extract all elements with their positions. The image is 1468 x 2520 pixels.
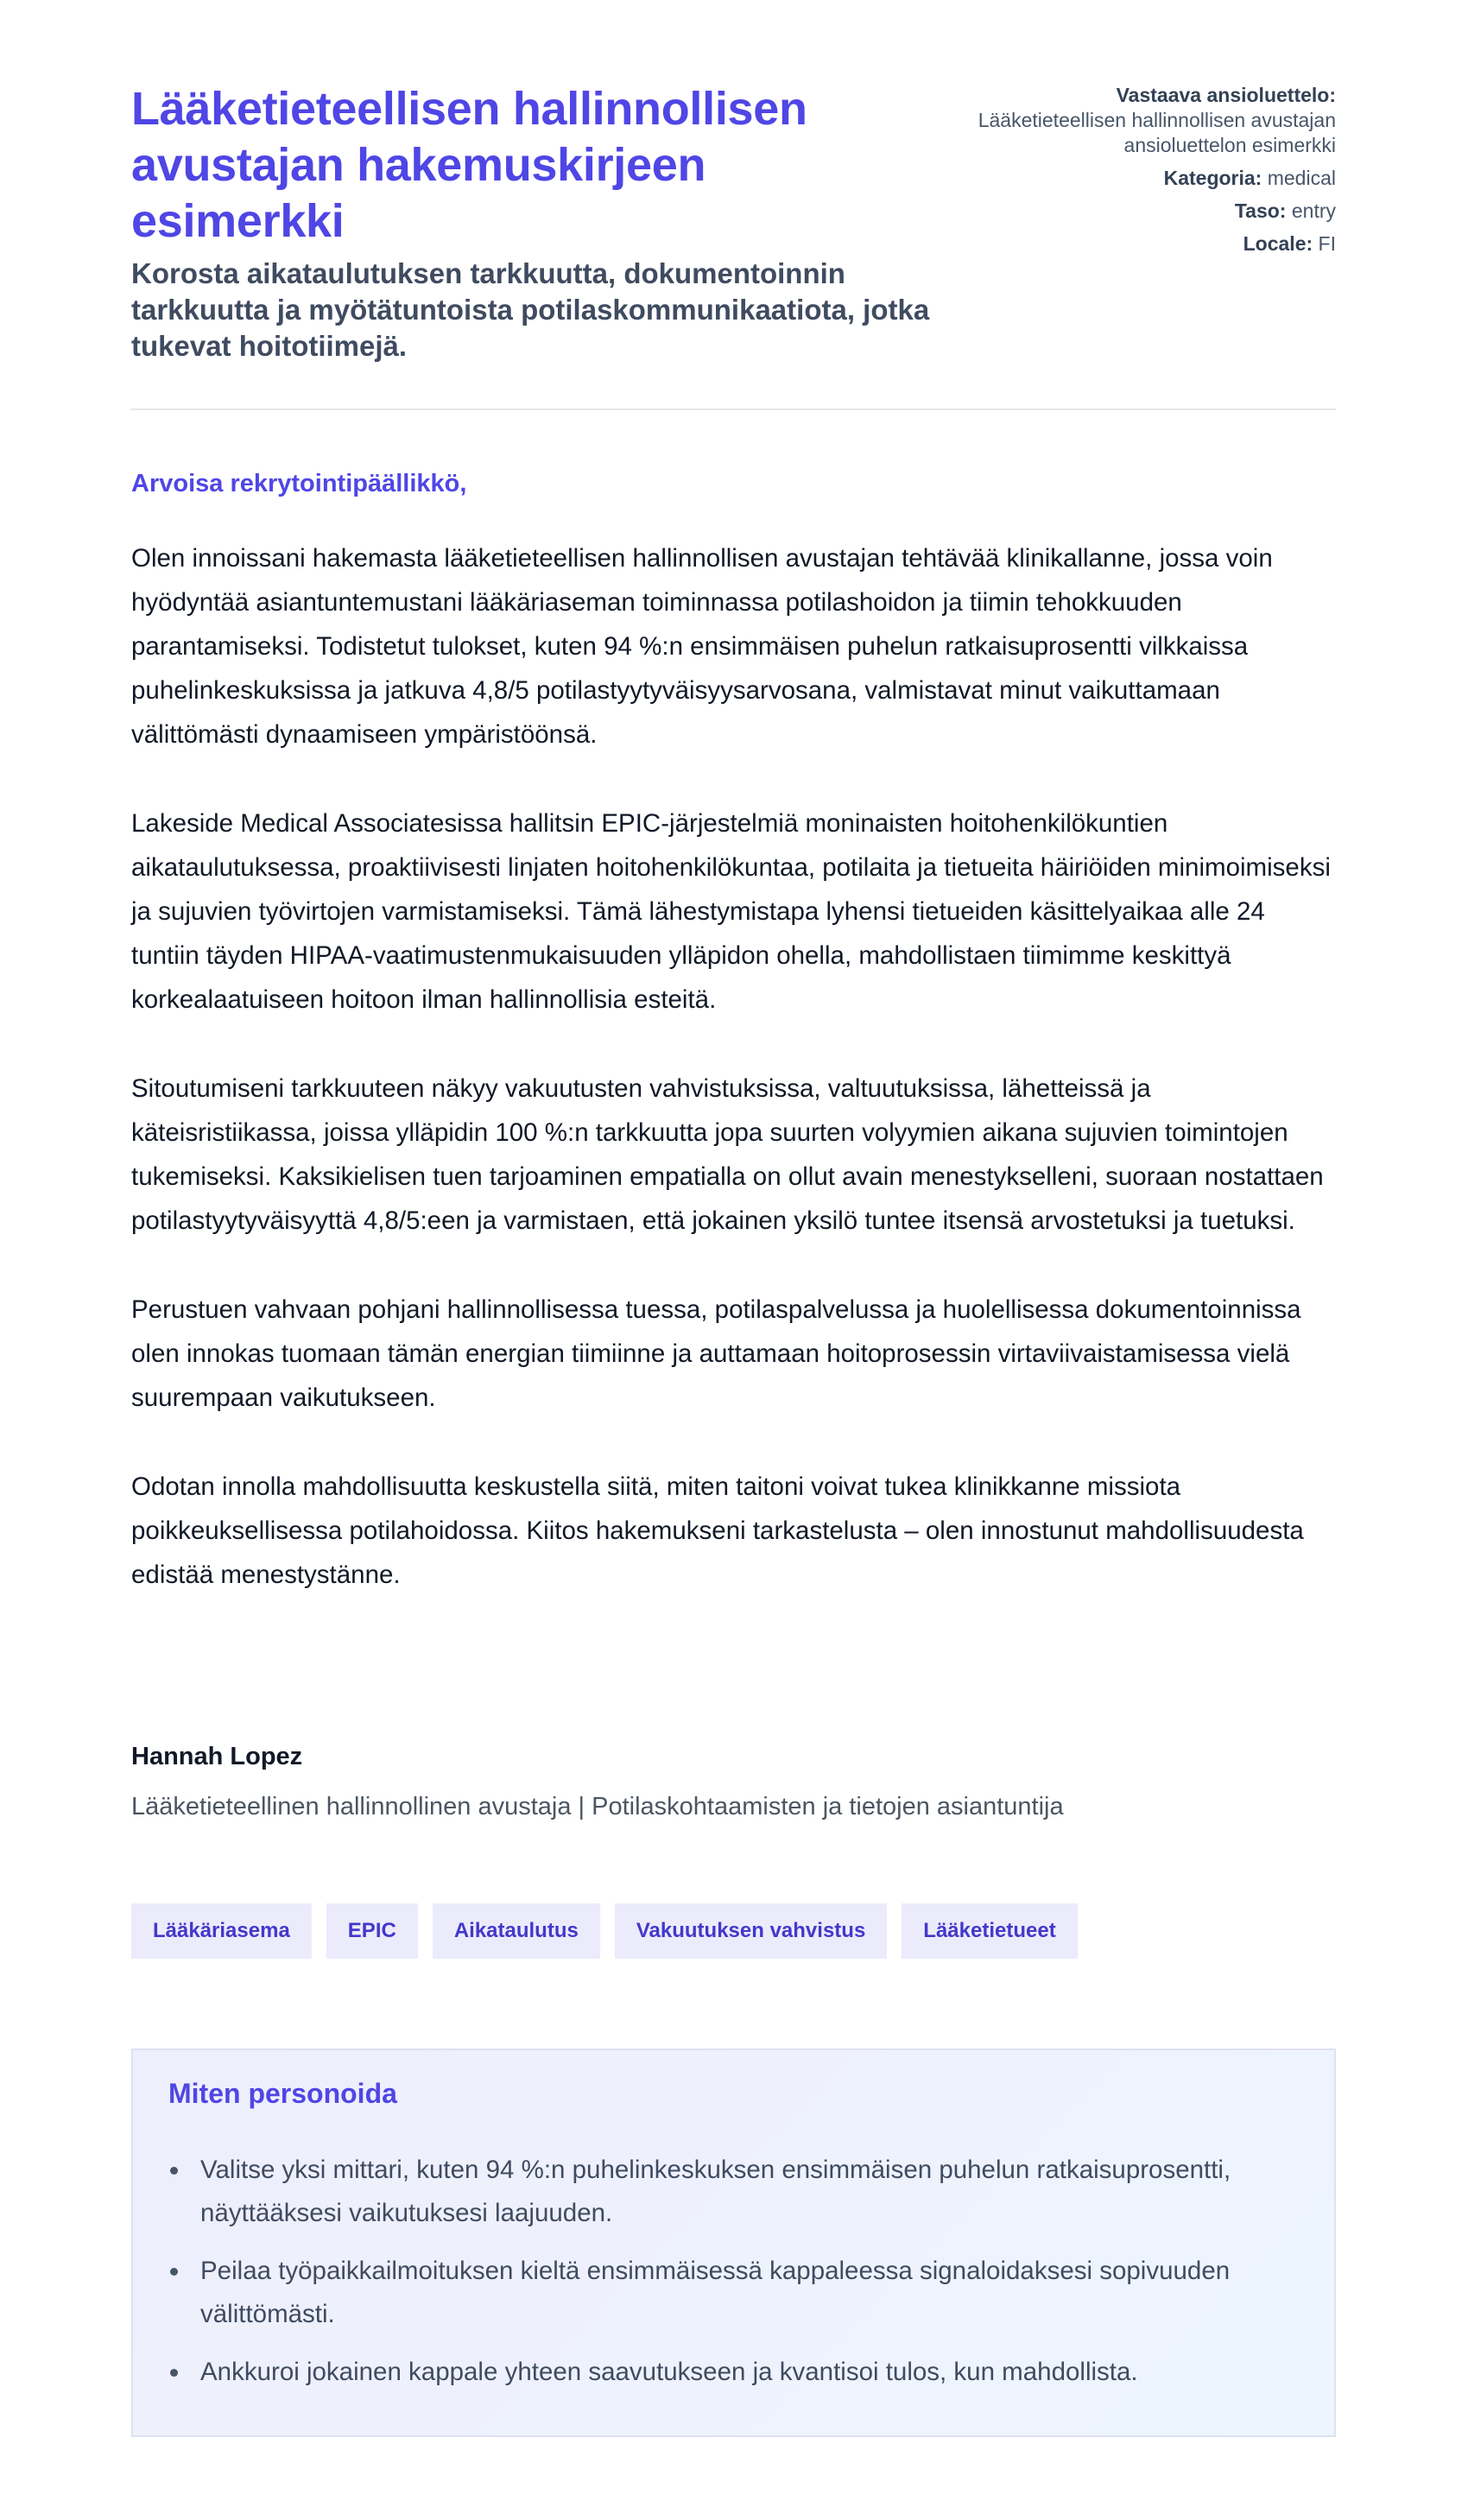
bullet-icon: [170, 2268, 178, 2276]
meta-category: [956, 166, 1336, 191]
tips-list-item: [168, 2250, 1291, 2336]
page-subtitle: Korosta aikataulutuksen tarkkuutta, dokumentoinnin tarkkuutta ja myötätuntoista potilaskommunikaatiota, jotka tukevat hoitotiimejä.: [131, 257, 930, 362]
bullet-icon: [170, 2167, 178, 2175]
tips-item-text: Peilaa työpaikkailmoituksen kieltä ensimmäisessä kappaleessa signaloidaksesi sopivuuden välittömästi.: [200, 2257, 1231, 2328]
tag-chip[interactable]: Aikataulutus: [433, 1903, 600, 1959]
meta-level-label: Taso:: [1234, 199, 1287, 222]
tips-list-item: [168, 2149, 1291, 2235]
letter-paragraph: Perustuen vahvaan pohjani hallinnollisessa tuessa, potilaspalvelussa ja huolellisessa dokumentoinnissa olen innokas tuomaan tämän energian tiimiinne ja auttamaan hoitoprosessin virtaviivaistamisessa vielä suurempaan vaikutukseen.: [131, 1295, 1301, 1412]
signature-name: Hannah Lopez: [131, 1743, 303, 1770]
tag-chip[interactable]: Lääketietueet: [902, 1903, 1077, 1959]
personalization-tips-box: [131, 2048, 1336, 2437]
cover-letter-page: [131, 0, 1336, 2386]
meta-resume-value: Lääketieteellisen hallinnollisen avustajan ansioluettelon esimerkki: [978, 109, 1336, 156]
tips-item-text: Valitse yksi mittari, kuten 94 %:n puhelinkeskuksen ensimmäisen puhelun ratkaisuprosentti, näyttääksesi vaikutuksesi laajuuden.: [200, 2156, 1231, 2227]
meta-matching-resume: [956, 83, 1336, 158]
meta-category-value: medical: [1267, 167, 1336, 189]
tag-chip[interactable]: Lääkäriasema: [131, 1903, 312, 1959]
tag-chip[interactable]: Vakuutuksen vahvistus: [615, 1903, 887, 1959]
meta-panel: [956, 83, 1336, 256]
skill-tags: [131, 1903, 1078, 1959]
letter-paragraph: Lakeside Medical Associatesissa hallitsin EPIC-järjestelmiä moninaisten hoitohenkilökuntien aikataulutuksessa, proaktiivisesti linjaten hoitohenkilökuntaa, potilaita ja tietueita häiriöiden minimoimiseksi ja sujuvien työvirtojen varmistamiseksi. Tämä lähestymistapa lyhensi tietueiden käsittelyaikaa alle 24 tuntiin täyden HIPAA-vaatimustenmukaisuuden ylläpidon ohella, mahdollistaen tiimimme keskittyä korkealaatuiseen hoitoon ilman hallinnollisia esteitä.: [131, 809, 1331, 1014]
letter-body: [131, 536, 1336, 1642]
tag-chip[interactable]: EPIC: [326, 1903, 418, 1959]
tips-item-text: Ankkuroi jokainen kappale yhteen saavutukseen ja kvantisoi tulos, kun mahdollista.: [200, 2358, 1138, 2386]
meta-category-label: Kategoria:: [1163, 167, 1262, 189]
bullet-icon: [170, 2369, 178, 2377]
signature-block: [131, 1739, 1336, 1824]
header-divider: [131, 408, 1336, 410]
meta-level-value: entry: [1291, 199, 1336, 222]
letter-paragraph: Sitoutumiseni tarkkuuteen näkyy vakuutusten vahvistuksissa, valtuutuksissa, lähetteissä ja käteisristiikassa, joissa ylläpidin 100 %:n tarkkuutta jopa suurten volyymien aikana sujuvien toimintojen tukemiseksi. Kaksikielisen tuen tarjoaminen empatialla on ollut avain menestykselleni, suoraan nostattaen potilastyytyväisyyttä 4,8/5:een ja varmistaen, että jokainen yksilö tuntee itsensä arvostetuksi ja tuetuksi.: [131, 1074, 1324, 1235]
page-title: Lääketieteellisen hallinnollisen avustajan hakemuskirjeen esimerkki: [131, 83, 807, 247]
tips-list-item: [168, 2351, 1291, 2394]
meta-level: [956, 199, 1336, 224]
signature-title: Lääketieteellinen hallinnollinen avustaja | Potilaskohtaamisten ja tietojen asiantuntija: [131, 1793, 1064, 1820]
letter-paragraph: Olen innoissani hakemasta lääketieteellisen hallinnollisen avustajan tehtävää klinikallanne, jossa voin hyödyntää asiantuntemustani lääkäriaseman toiminnassa potilashoidon ja tiimin tehokkuuden parantamiseksi. Todistetut tulokset, kuten 94 %:n ensimmäisen puhelun ratkaisuprosentti vilkkaissa puhelinkeskuksissa ja jatkuva 4,8/5 potilastyytyväisyysarvosana, valmistavat minut vaikuttamaan välittömästi dynaamiseen ympäristöönsä.: [131, 544, 1273, 749]
meta-locale-value: FI: [1318, 232, 1336, 255]
page-header: [131, 0, 1336, 409]
letter-paragraph: Odotan innolla mahdollisuutta keskustella siitä, miten taitoni voivat tukea klinikkanne missiota poikkeuksellisessa potilahoidossa. Kiitos hakemukseni tarkastelusta – olen innostunut mahdollisuudesta edistää menestystänne.: [131, 1472, 1304, 1589]
tips-list: [168, 2149, 1291, 2409]
meta-locale-label: Locale:: [1243, 232, 1313, 255]
meta-resume-label: Vastaava ansioluettelo:: [1116, 84, 1336, 106]
tips-heading: Miten personoida: [168, 2078, 397, 2109]
letter-greeting: Arvoisa rekrytointipäällikkö,: [131, 470, 467, 497]
meta-locale: [956, 231, 1336, 256]
